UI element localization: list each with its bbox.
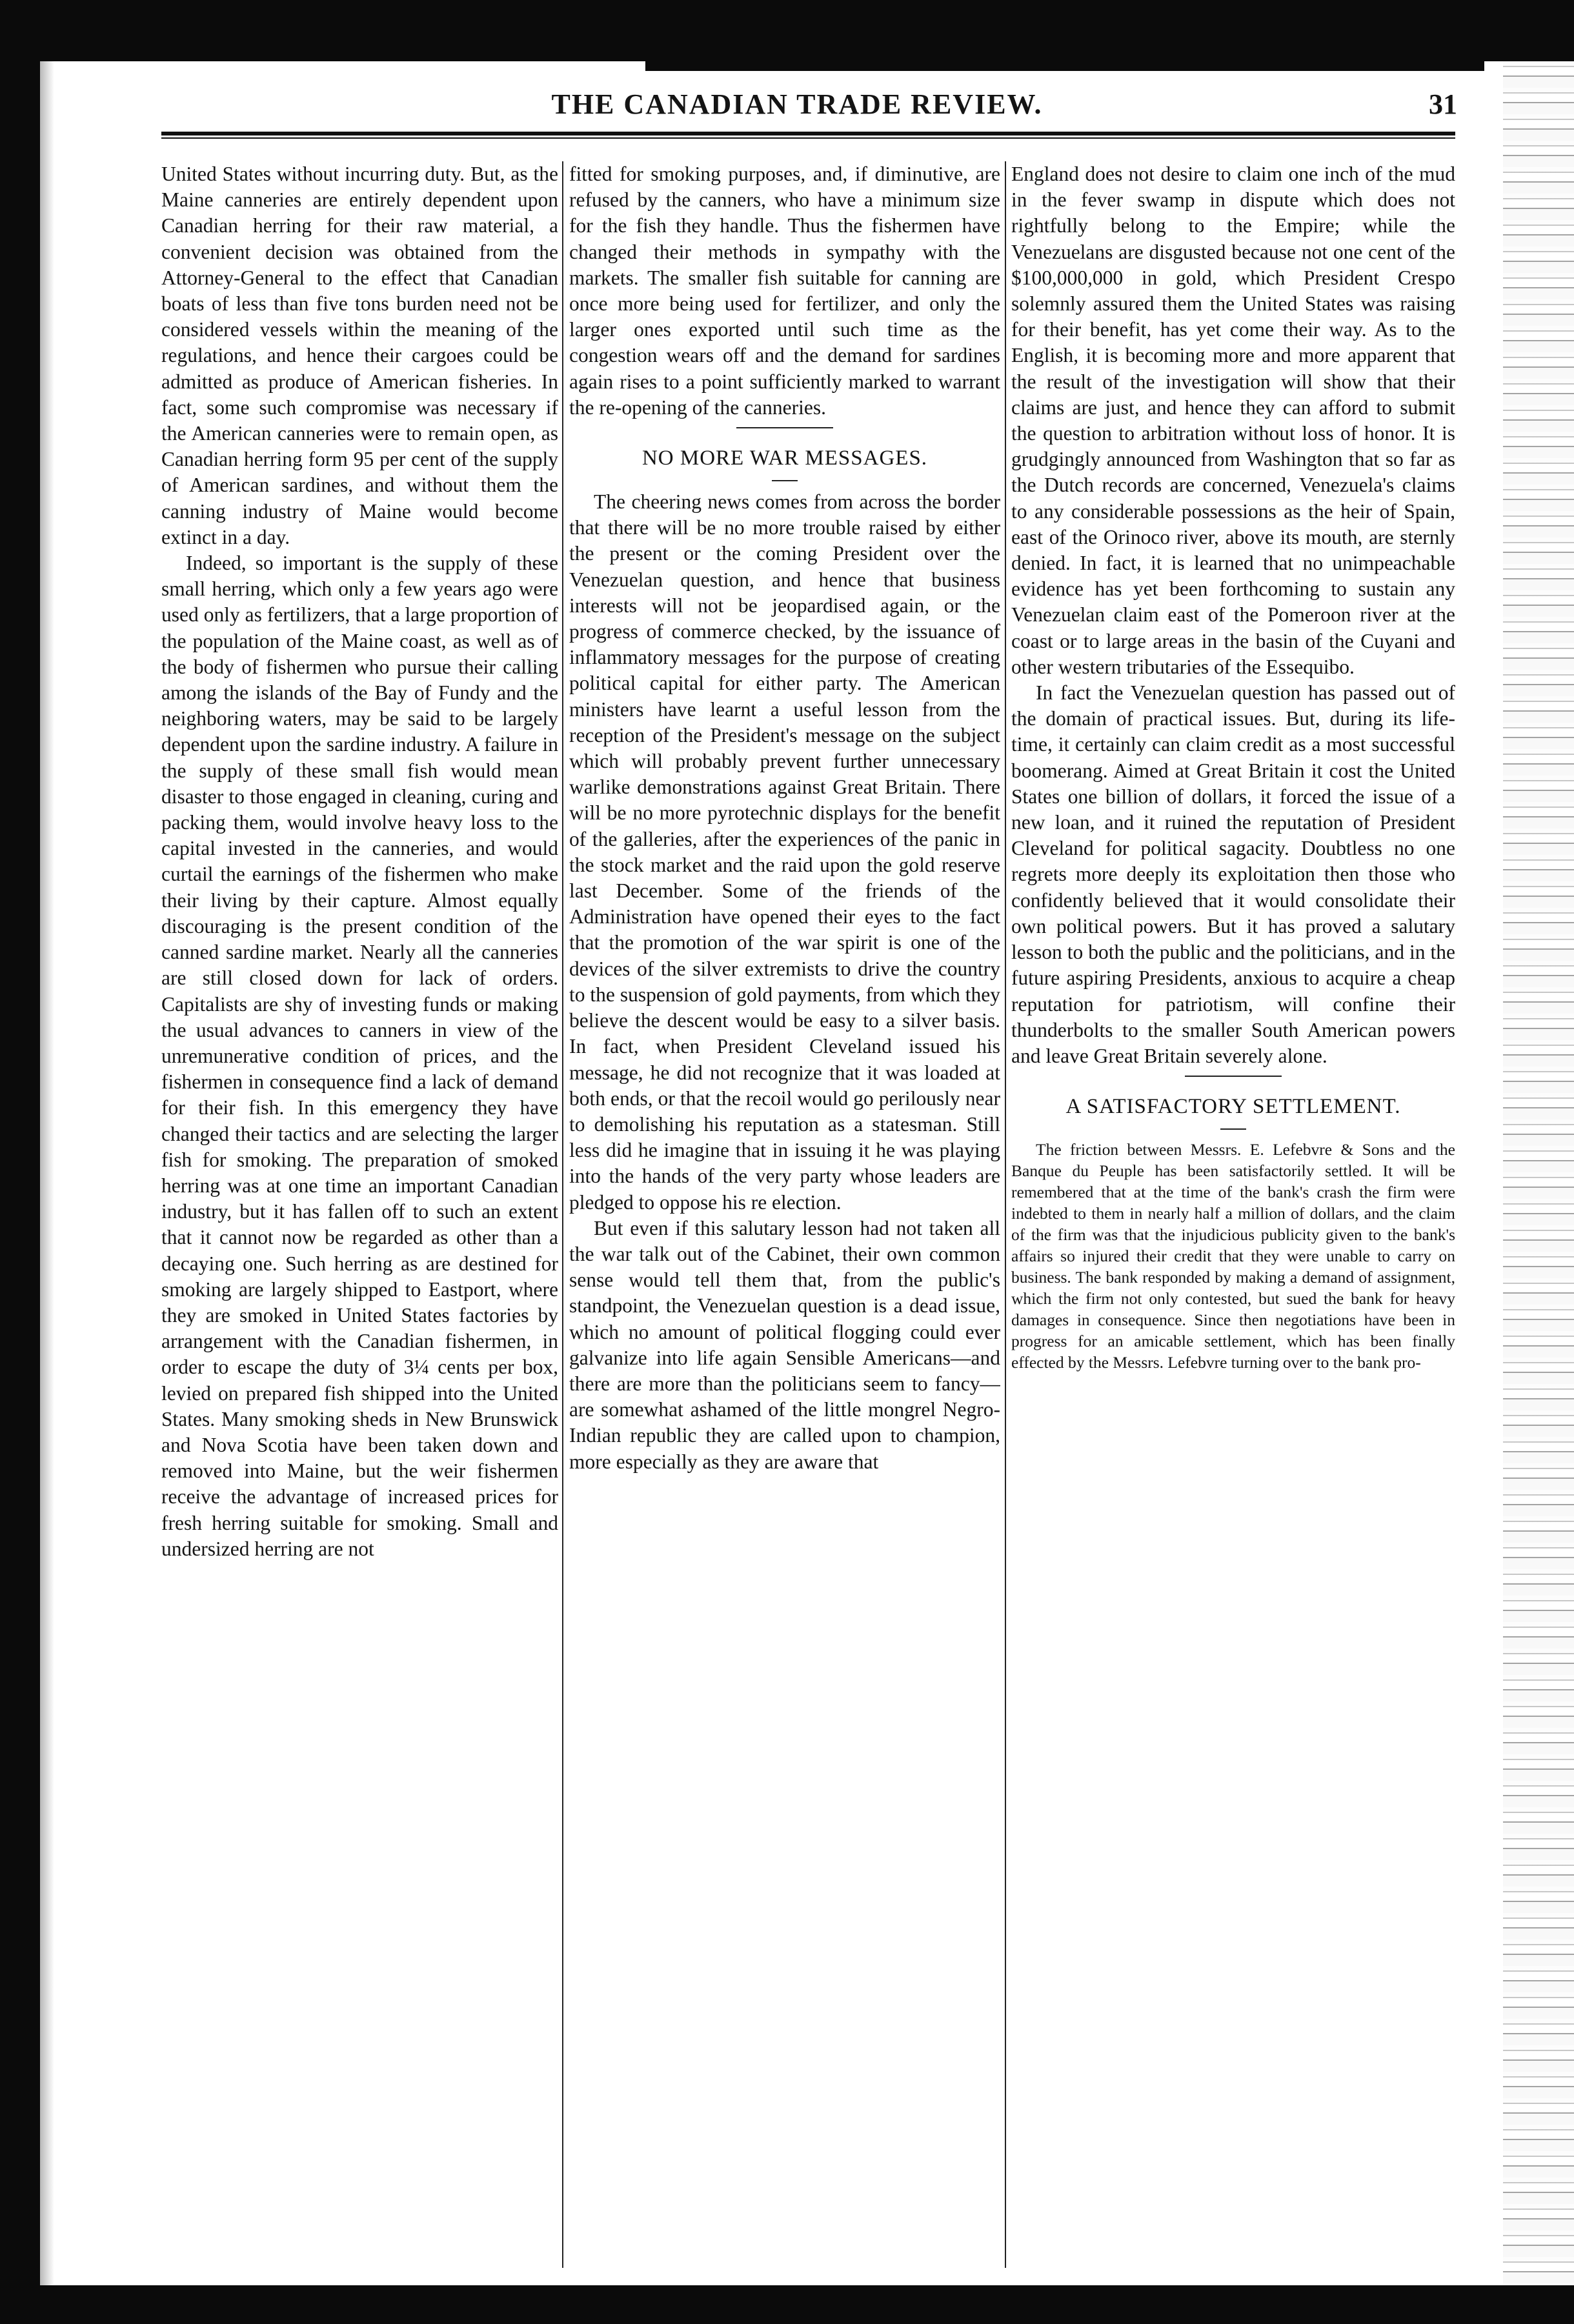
section-divider xyxy=(736,427,833,428)
page-edge-right xyxy=(1503,61,1574,2285)
heading-underline xyxy=(772,480,798,481)
heading-underline xyxy=(1220,1128,1246,1130)
header-rule-thin xyxy=(161,137,1455,139)
article-paragraph: Indeed, so important is the supply of these small herring, which only a few years ago were used only as fertilizers, that a large proportion of the population of the Maine coast, as well as of the body of fishermen who pursue their calling among the islands of the Bay of Fundy and the neighboring waters, may be said to be largely dependent upon the sardine industry. A failure in the supply of these small fish would mean disaster to those engaged in cleaning, curing and packing them, would involve heavy loss to the capital invested in the canneries, and would curtail the earnings of the fishermen who make their living by their capture. Almost equally discouraging is the present condition of the canned sardine market. Nearly all the canneries are still closed down for lack of orders. Capitalists are shy of investing funds or making the usual advances to canners in view of the unremunerative condition of prices, and the fishermen in consequence find a lack of demand for their fish. In this emergency they have changed their tactics and are selecting the larger fish for smoking. The preparation of smoked herring was at one time an important Canadian industry, but it has fallen off to such an extent that it cannot now be regarded as other than a decaying one. Such herring as are destined for smoking are largely shipped to Eastport, where they are smoked in United States factories by arrangement with the Canadian fishermen, in order to escape the duty of 3¼ cents per box, levied on prepared fish shipped into the United States. Many smoking sheds in New Brunswick and Nova Scotia have been taken down and removed into Maine, but the weir fishermen receive the advantage of increased prices for fresh herring suitable for smoking. Small and undersized herring are not xyxy=(161,552,558,1560)
column-divider-2 xyxy=(1005,161,1006,2268)
article-paragraph: England does not desire to claim one inch of the mud in the fever swamp in dispute which does not rightfully belong to the Empire; while the Venezuelans are disgusted because not one cent of the $100,000,000 in gold, which President Crespo solemnly assured them the United States was raising for their benefit, has yet come their way. As to the English, it is becoming more and more apparent that the result of the investigation will show that their claims are just, and hence they can afford to submit the question to arbitration without loss of honor. It is grudgingly announced from Washington that so far as the Dutch records are concerned, Venezuela's claims to any considerable possessions as the heir of Spain, east of the Orinoco river, above its mouth, are sternly denied. In fact, it is learned that no unimpeachable evidence has yet been forthcoming to sustain any Venezuelan claim east of the Pomeroon river at the coast or to large areas in the basin of the Cuyani and other western tributaries of the Essequibo. xyxy=(1011,163,1455,678)
newspaper-page xyxy=(136,71,1458,2278)
article-heading: NO MORE WAR MESSAGES. xyxy=(641,446,928,470)
column-2 xyxy=(569,161,1000,2271)
scan-border-top-notch xyxy=(645,45,1484,71)
article-paragraph: In fact the Venezuelan question has passed out of the domain of practical issues. But, during its life-time, it certainly can claim credit as a most successful boomerang. Aimed at Great Britain it cost the United States one billion of dollars, it forced the issue of a new loan, and it ruined the reputation of President Cleveland for political sagacity. Doubtless no one regrets more deeply its exploitation then those who confidently believed that it would consolidate their own political powers. But it has proved a salutary lesson to both the public and the politicians, and in the future aspiring Presidents, anxious to acquire a cheap reputation for patriotism, will confine their thunderbolts to the smaller South American powers and leave Great Britain severely alone. xyxy=(1011,681,1455,1067)
running-title: THE CANADIAN TRADE REVIEW. xyxy=(551,88,1043,120)
scan-border-bottom xyxy=(0,2285,1574,2324)
page-header xyxy=(136,88,1458,133)
scan-border-left xyxy=(0,0,40,2324)
article-paragraph: But even if this salutary lesson had not taken all the war talk out of the Cabinet, their own common sense would tell them that, from the public's standpoint, the Venezuelan question is a dead issue, which no amount of political flogging could ever galvanize into life again Sensible Americans—and there are more than the politicians seem to fancy—are somewhat ashamed of the little mongrel Negro-Indian republic they are called upon to champion, more especially as they are aware that xyxy=(569,1216,1000,1473)
article-paragraph: The cheering news comes from across the border that there will be no more trouble raised by either the present or the coming President over the Venezuelan question, and hence that business interests will not be jeopardised again, or the progress of commerce checked, by the issuance of inflammatory messages for the purpose of creating political capital for either party. The American ministers have learnt a useful lesson from the reception of the President's message on the subject which will probably prevent further unnecessary warlike demonstrations against Great Britain. There will be no more pyrotechnic displays for the benefit of the galleries, after the experiences of the panic in the stock market and the raid upon the gold reserve last December. Some of the friends of the Administration have opened their eyes to the fact that the promotion of the war spirit is one of the devices of the silver extremists to drive the country to the suspension of gold payments, from which they believe the descent would be easy to a silver basis. In fact, when President Cleveland issued his message, he did not recognize that it was loaded at both ends, or that the recoil would go perilously near to demolishing his reputation as a statesman. Still less did he imagine that in issuing it he was playing into the hands of the very party whose leaders are pledged to oppose his re election. xyxy=(569,490,1000,1214)
article-heading: A SATISFACTORY SETTLEMENT. xyxy=(1065,1095,1401,1119)
header-rule-thick xyxy=(161,132,1455,135)
article-paragraph: fitted for smoking purposes, and, if diminutive, are refused by the canners, who have a minimum size for the fish they handle. Thus the fishermen have changed their methods in sympathy with the markets. The smaller fish suitable for canning are once more being used for fertilizer, and only the larger ones exported until such time as the congestion wears off and the demand for sardines again rises to a point sufficiently marked to warrant the re-opening of the canneries. xyxy=(569,163,1000,419)
page-number: 31 xyxy=(1429,88,1457,120)
gutter-shadow xyxy=(40,61,54,2285)
column-1 xyxy=(161,161,558,2271)
section-divider xyxy=(1185,1076,1282,1077)
column-divider-1 xyxy=(562,161,563,2268)
article-paragraph: United States without incurring duty. But, as the Maine canneries are entirely dependent upon Canadian herring for their raw material, a convenient decision was obtained from the Attorney-General to the effect that Canadian boats of less than five tons burden need not be considered vessels within the meaning of the regulations, and hence their cargoes could be admitted as produce of American fisheries. In fact, some such compromise was necessary if the American canneries were to remain open, as Canadian herring form 95 per cent of the supply of American sardines, and without them the canning industry of Maine would become extinct in a day. xyxy=(161,163,558,548)
small-print-article xyxy=(1011,1139,1455,1373)
article-paragraph: The friction between Messrs. E. Lefebvre & Sons and the Banque du Peuple has been satisfactorily settled. It will be remembered that at the time of the bank's crash the firm were indebted to them in nearly half a million of dollars, and the claim of the firm was that the injudicious publicity given to the bank's affairs so injured their credit that they were unable to carry on business. The bank responded by making a demand of assignment, which the firm not only contested, but sued the bank for heavy damages in consequence. Since then negotiations have been in progress for an amicable settlement, which has been finally effected by the Messrs. Lefebvre turning over to the bank pro- xyxy=(1011,1140,1455,1372)
column-3 xyxy=(1011,161,1455,2271)
